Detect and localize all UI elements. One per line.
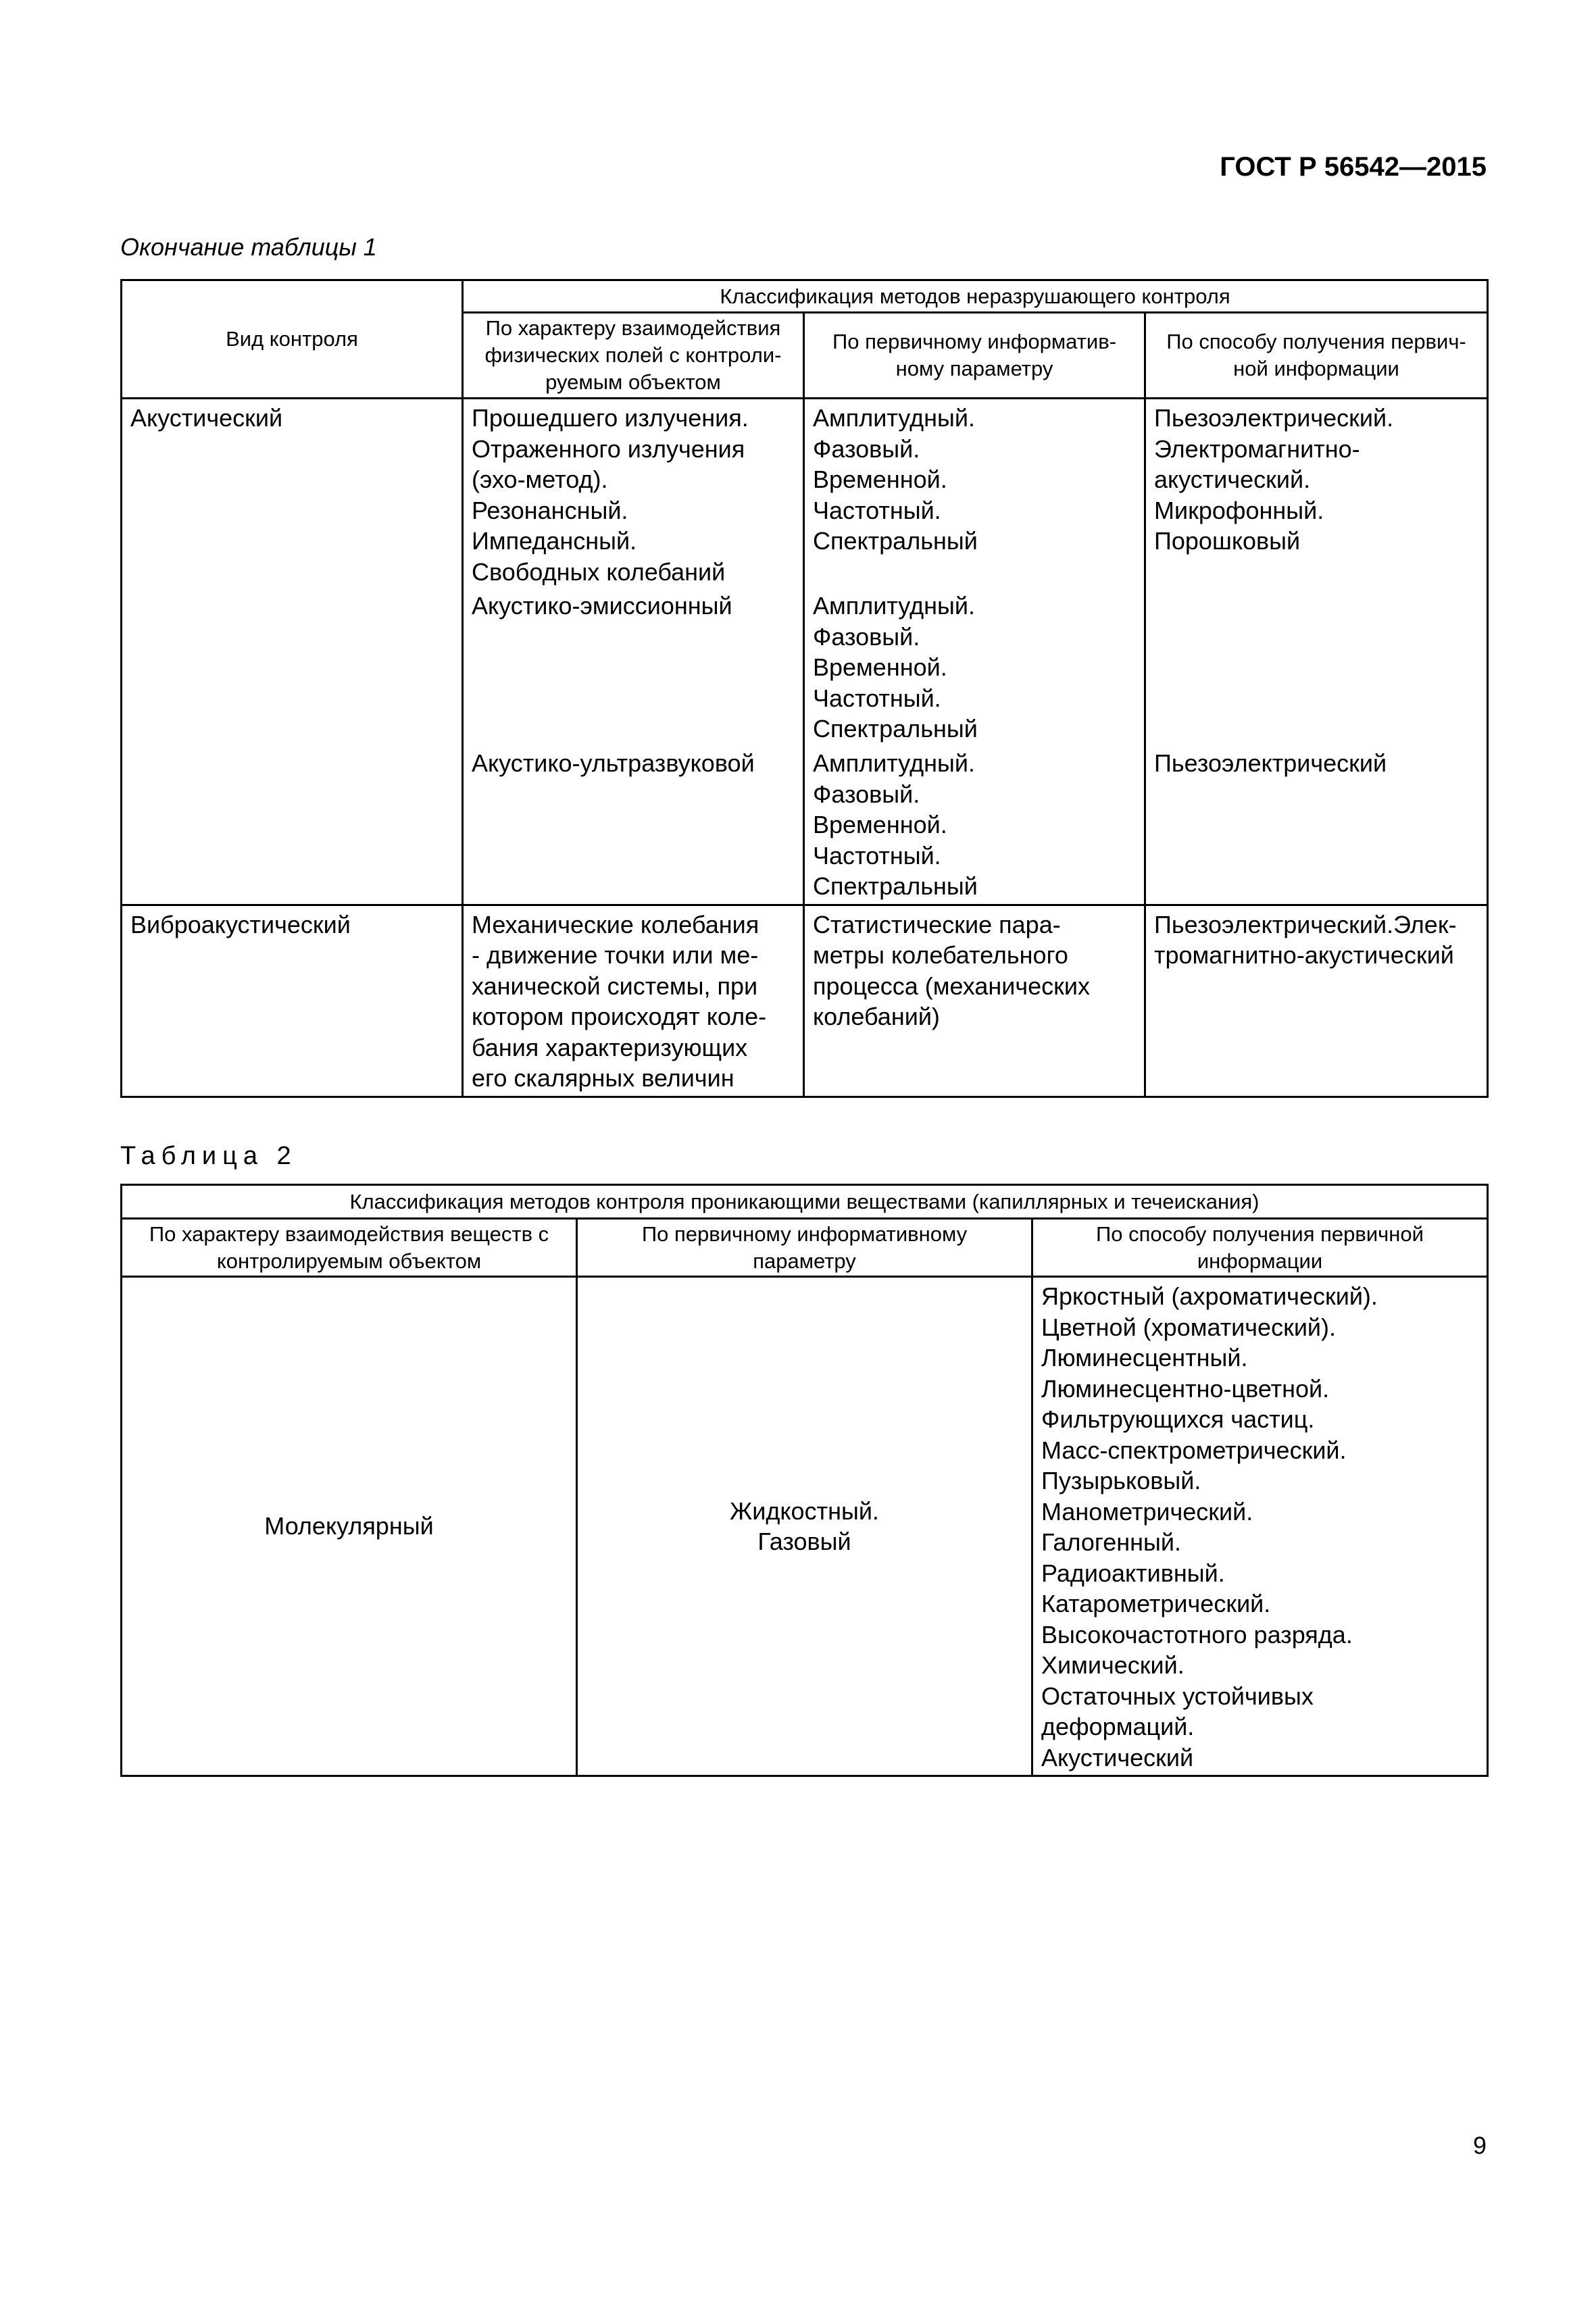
subheader-method: По способу получения первич- ной информации	[1145, 313, 1488, 399]
row-interaction	[463, 399, 804, 905]
parameter-block-2: Амплитудный. Фазовый. Временной. Частотный. Спектральный	[813, 592, 978, 743]
row-parameter: Статистические пара- метры колебательного процесса (механических колебаний)	[804, 905, 1145, 1097]
table-row	[122, 1277, 1488, 1776]
table-row	[122, 399, 1488, 905]
row-kind: Акустический	[122, 399, 463, 905]
page-number: 9	[1472, 2132, 1487, 2159]
subheader-interaction: По характеру взаимодействия веществ с контролируемым объектом	[122, 1219, 577, 1277]
row-interaction: Механические колебания - движение точки или ме- ханической системы, при котором происходят коле- бания характеризующих его скалярных величин	[463, 905, 804, 1097]
row-parameter	[804, 399, 1145, 905]
table1-caption: Окончание таблицы 1	[120, 233, 377, 261]
subheader-method: По способу получения первичной информации	[1032, 1219, 1488, 1277]
row-method: Яркостный (ахроматический). Цветной (хроматический). Люминесцентный. Люминесцентно-цветной. Фильтрующихся частиц. Масс-спектрометрический. Пузырьковый. Манометрический. Галогенный. Радиоактивный. Катарометрический. Высокочастотного разряда. Химический. Остаточных устойчивых деформаций. Акустический	[1032, 1277, 1488, 1776]
interaction-block-3: Акустико-ультразвуковой	[472, 749, 755, 777]
group-header: Классификация методов неразрушающего контроля	[463, 280, 1488, 313]
parameter-block-3: Амплитудный. Фазовый. Временной. Частотный. Спектральный	[813, 749, 978, 900]
row-method	[1145, 399, 1488, 905]
table2-caption: Таблица 2	[120, 1142, 297, 1170]
method-block-1: Пьезоэлектрический. Электромагнитно- акустический. Микрофонный. Порошковый	[1154, 404, 1394, 555]
group-header: Классификация методов контроля проникающими веществами (капиллярных и течеискания)	[122, 1185, 1488, 1219]
row-parameter: Жидкостный. Газовый	[577, 1277, 1032, 1776]
subheader-parameter: По первичному информативному параметру	[577, 1219, 1032, 1277]
table-1	[120, 279, 1489, 1098]
row-kind: Виброакустический	[122, 905, 463, 1097]
subheader-parameter: По первичному информатив- ному параметру	[804, 313, 1145, 399]
document-id: ГОСТ Р 56542—2015	[1220, 152, 1487, 182]
column-header-kind: Вид контроля	[122, 280, 463, 399]
subheader-interaction: По характеру взаимодействия физических полей с контроли- руемым объектом	[463, 313, 804, 399]
row-interaction: Молекулярный	[122, 1277, 577, 1776]
table-2	[120, 1184, 1489, 1777]
method-block-3: Пьезоэлектрический	[1154, 749, 1387, 777]
method-block-2	[1154, 590, 1487, 745]
parameter-block-1: Амплитудный. Фазовый. Временной. Частотный. Спектральный	[813, 404, 978, 555]
table-row	[122, 905, 1488, 1097]
row-method: Пьезоэлектрический.Элек- тромагнитно-акустический	[1145, 905, 1488, 1097]
interaction-block-2: Акустико-эмиссионный	[472, 592, 732, 620]
interaction-block-1: Прошедшего излучения. Отраженного излучения (эхо-метод). Резонансный. Импедансный. Свободных колебаний	[472, 404, 749, 586]
